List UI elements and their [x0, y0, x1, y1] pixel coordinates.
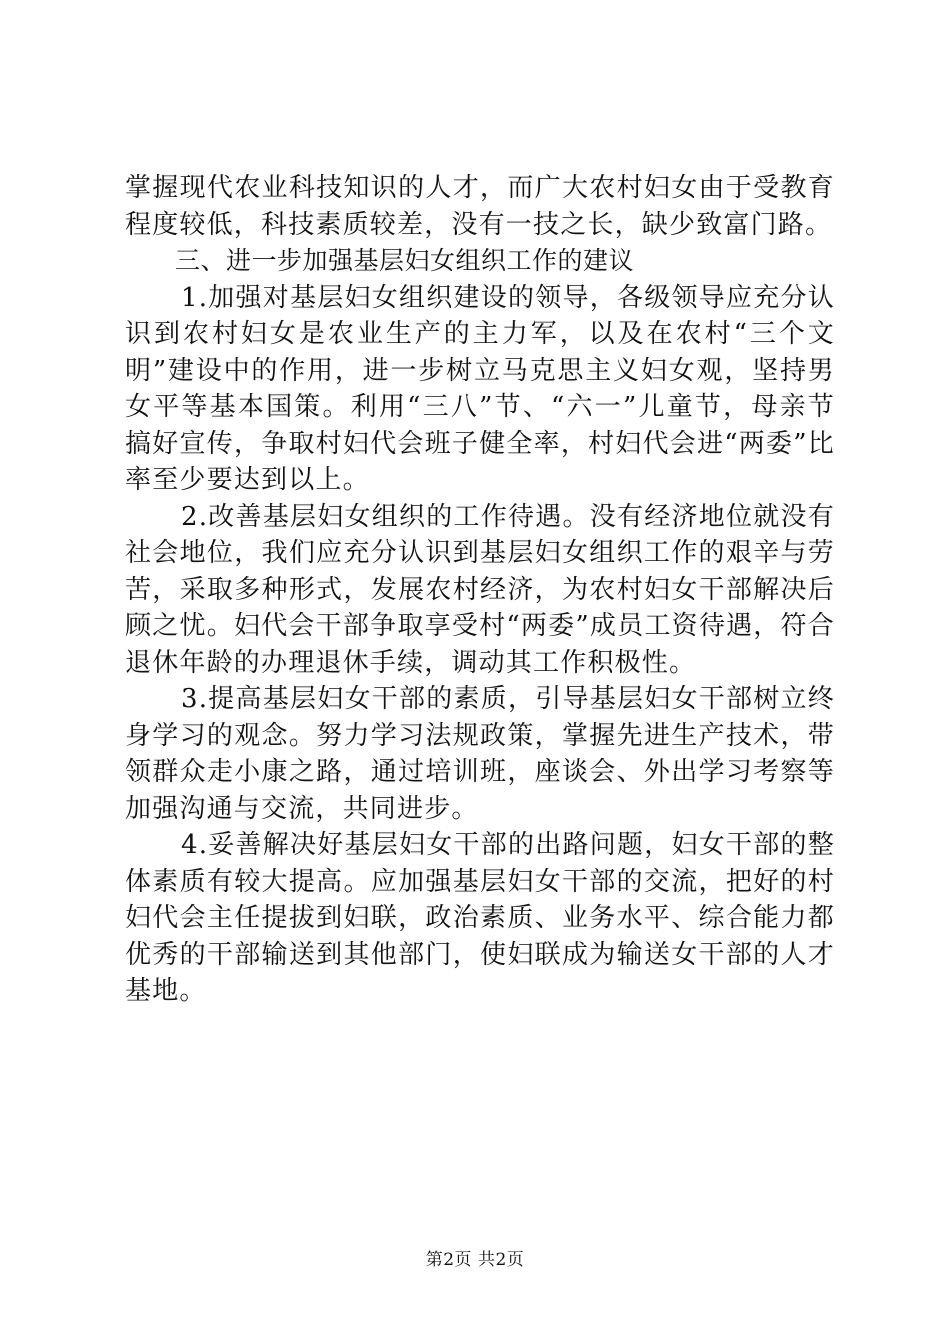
page-number-footer: 第2页 共2页	[425, 1250, 525, 1270]
suggestion-item-2: 2.改善基层妇女组织的工作待遇。没有经济地位就没有社会地位，我们应充分认识到基层妇女组织工作的艰辛与劳苦，采取多种形式，发展农村经济，为农村妇女干部解决后顾之忧。妇代会干部争取享受村“两委”成员工资待遇，符合退休年龄的办理退休手续，调动其工作积极性。	[125, 501, 835, 678]
intro-paragraph: 掌握现代农业科技知识的人才，而广大农村妇女由于受教育程度较低，科技素质较差，没有一技之长，缺少致富门路。	[125, 173, 835, 240]
suggestion-item-3: 3.提高基层妇女干部的素质，引导基层妇女干部树立终身学习的观念。努力学习法规政策，掌握先进生产技术，带领群众走小康之路，通过培训班，座谈会、外出学习考察等加强沟通与交流，共同进步。	[125, 684, 835, 824]
suggestion-item-4: 4.妥善解决好基层妇女干部的出路问题，妇女干部的整体素质有较大提高。应加强基层妇女干部的交流，把好的村妇代会主任提拔到妇联，政治素质、业务水平、综合能力都优秀的干部输送到其他部门，使妇联成为输送女干部的人才基地。	[125, 830, 835, 1006]
suggestion-item-1: 1.加强对基层妇女组织建设的领导，各级领导应充分认识到农村妇女是农业生产的主力军，以及在农村“三个文明”建设中的作用，进一步树立马克思主义妇女观，坚持男女平等基本国策。利用“三八”节、“六一”儿童节，母亲节搞好宣传，争取村妇代会班子健全率，村妇代会进“两委”比率至少要达到以上。	[125, 282, 835, 495]
document-body	[125, 170, 835, 1010]
section-heading: 三、进一步加强基层妇女组织工作的建议	[175, 246, 635, 275]
